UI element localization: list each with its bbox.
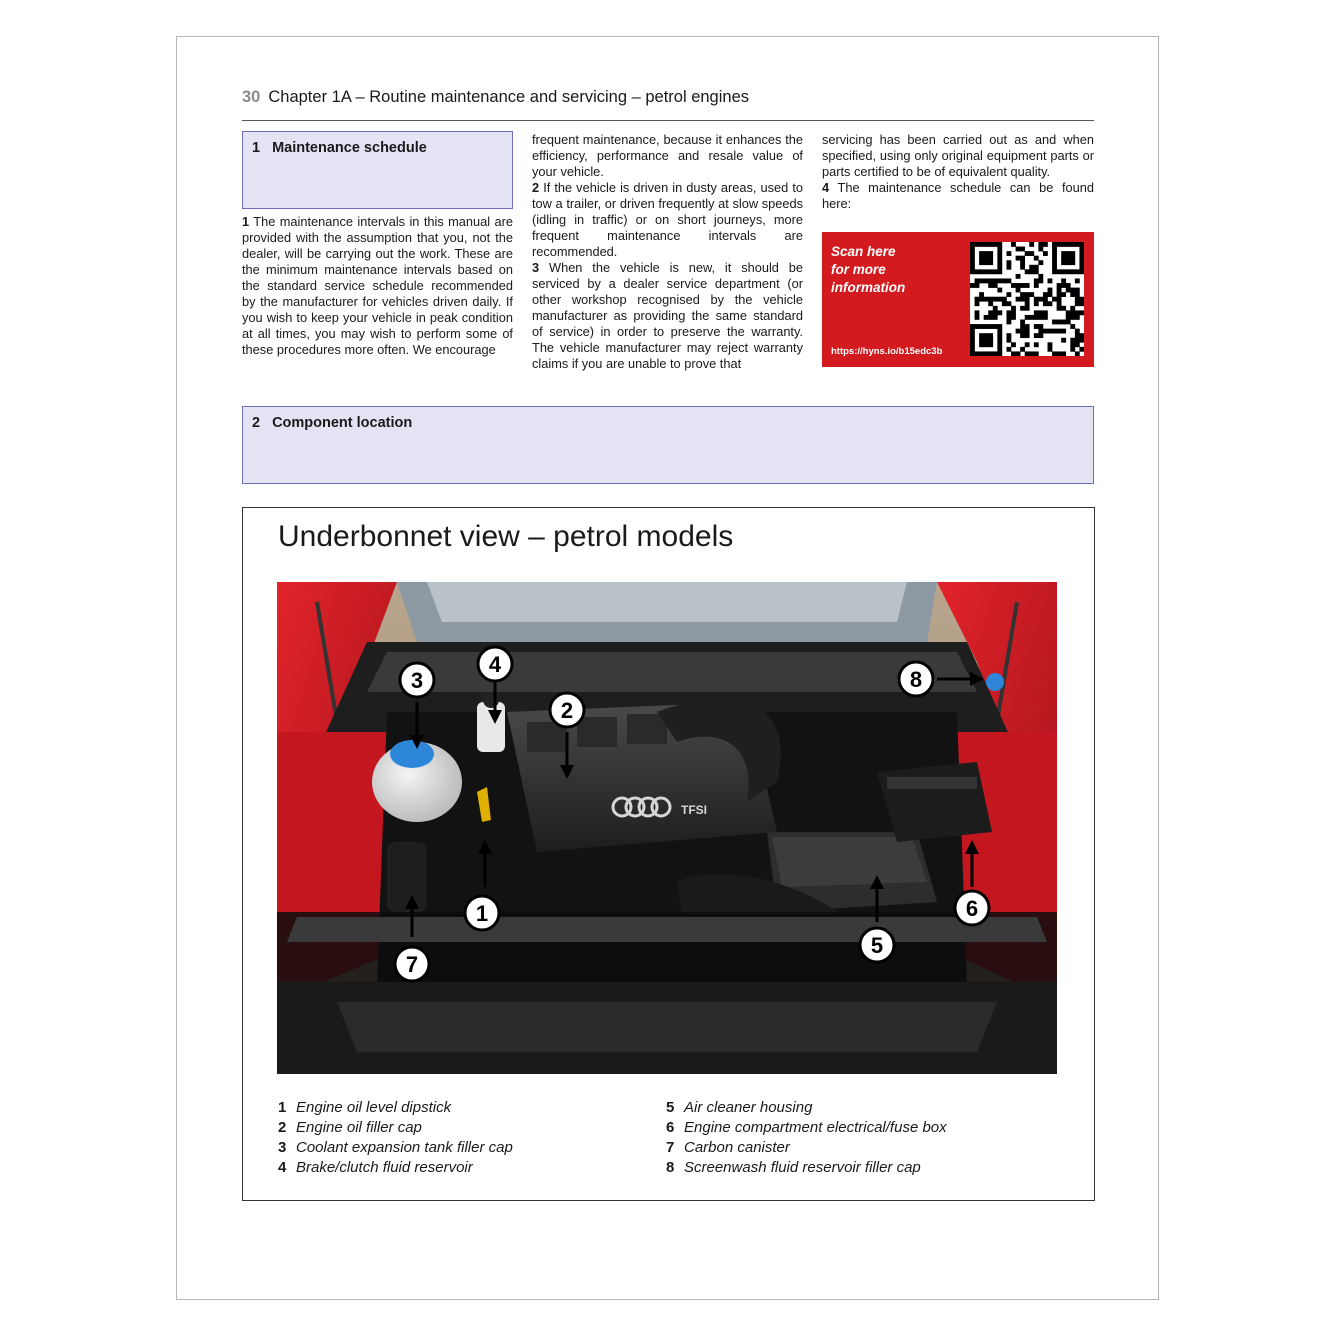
page-number: 30 — [242, 88, 261, 106]
text-column-2 — [532, 132, 803, 372]
paragraph-1 — [242, 214, 513, 358]
callout-6 — [955, 891, 989, 925]
paragraph-text: servicing has been carried out as and when specified, using only original equipment parts or parts certified to be of equivalent quality. — [822, 132, 1094, 179]
svg-text:1: 1 — [475, 901, 489, 926]
legend-item: 1 Engine oil level dipstick — [278, 1099, 452, 1116]
figure-box — [242, 507, 1095, 1201]
svg-text:5: 5 — [870, 933, 884, 958]
callout-8 — [899, 662, 933, 696]
paragraph-text: The maintenance schedule can be found here: — [822, 180, 1094, 211]
engine-bay-photo — [277, 582, 1057, 1074]
section-number: 1 — [252, 140, 261, 156]
figure-title: Underbonnet view – petrol models — [278, 520, 734, 553]
legend-item: 5 Air cleaner housing — [666, 1099, 813, 1116]
paragraph-4 — [822, 180, 1094, 212]
text-column-1 — [242, 214, 513, 358]
svg-text:3: 3 — [410, 668, 424, 693]
paragraph-3 — [532, 260, 803, 372]
legend-item: 4 Brake/clutch fluid reservoir — [278, 1159, 473, 1176]
callout-4 — [478, 647, 512, 681]
callout-2 — [550, 693, 584, 727]
legend-item: 3 Coolant expansion tank filler cap — [278, 1139, 513, 1156]
legend-item: 2 Engine oil filler cap — [278, 1119, 422, 1136]
callout-7 — [395, 947, 429, 981]
paragraph-text: frequent maintenance, because it enhances the efficiency, performance and resale value of your vehicle. — [532, 132, 803, 179]
paragraph-text: The maintenance intervals in this manual are provided with the assumption that you, not the dealer, will be carrying out the work. These are the minimum maintenance intervals based on the standard service schedule recommended by the manufacturer for vehicles driven daily. If you wish to keep your vehicle in peak condition at all times, you may wish to perform some of these procedures more often. We encourage — [242, 214, 513, 357]
legend-item: 6 Engine compartment electrical/fuse box — [666, 1119, 947, 1136]
qr-panel[interactable] — [822, 232, 1094, 367]
paragraph-text: If the vehicle is driven in dusty areas, used to tow a trailer, or driven frequently at slow speeds (idling in traffic) or on short journeys, more frequent maintenance intervals are recommended. — [532, 180, 803, 259]
paragraph-number: 1 — [242, 214, 250, 229]
section-heading-maintenance — [242, 131, 513, 209]
svg-text:8: 8 — [909, 667, 923, 692]
qr-url[interactable]: https://hyns.io/b15edc3b — [831, 346, 943, 357]
paragraph-number: 4 — [822, 180, 830, 195]
svg-text:7: 7 — [405, 952, 419, 977]
legend-item: 7 Carbon canister — [666, 1139, 790, 1156]
paragraph-text: When the vehicle is new, it should be serviced by a dealer service department (or other workshop recognised by the vehicle manufacturer as providing the same standard of service) in order to preserve the warranty. The vehicle manufacturer may reject warranty claims if you are unable to prove that — [532, 260, 803, 371]
section-title: Component location — [272, 415, 413, 431]
paragraph-1-cont — [532, 132, 803, 180]
paragraph-number: 2 — [532, 180, 540, 195]
section-number: 2 — [252, 415, 261, 431]
paragraph-2 — [532, 180, 803, 260]
svg-text:2: 2 — [560, 698, 574, 723]
qr-caption-line: for more — [831, 262, 886, 277]
tfsi-badge: TFSI — [681, 803, 707, 817]
legend-right — [666, 1098, 947, 1178]
engine-bay-illustration — [277, 582, 1057, 1074]
qr-code[interactable] — [970, 242, 1084, 356]
legend-left — [278, 1098, 513, 1178]
callout-5 — [860, 928, 894, 962]
legend-item: 8 Screenwash fluid reservoir filler cap — [666, 1159, 921, 1176]
qr-caption — [831, 243, 961, 297]
paragraph-number: 3 — [532, 260, 540, 275]
callout-1 — [465, 896, 499, 930]
section-heading-component-location — [242, 406, 1094, 484]
qr-caption-line: Scan here — [831, 244, 896, 259]
page-header — [242, 88, 1094, 121]
qr-caption-line: information — [831, 280, 906, 295]
svg-text:4: 4 — [488, 652, 502, 677]
callout-3 — [400, 663, 434, 697]
svg-text:6: 6 — [965, 896, 979, 921]
paragraph-3-cont — [822, 132, 1094, 180]
qr-code-icon — [970, 242, 1084, 356]
chapter-title: Chapter 1A – Routine maintenance and servicing – petrol engines — [268, 88, 750, 106]
section-title: Maintenance schedule — [272, 140, 427, 156]
text-column-3 — [822, 132, 1094, 212]
